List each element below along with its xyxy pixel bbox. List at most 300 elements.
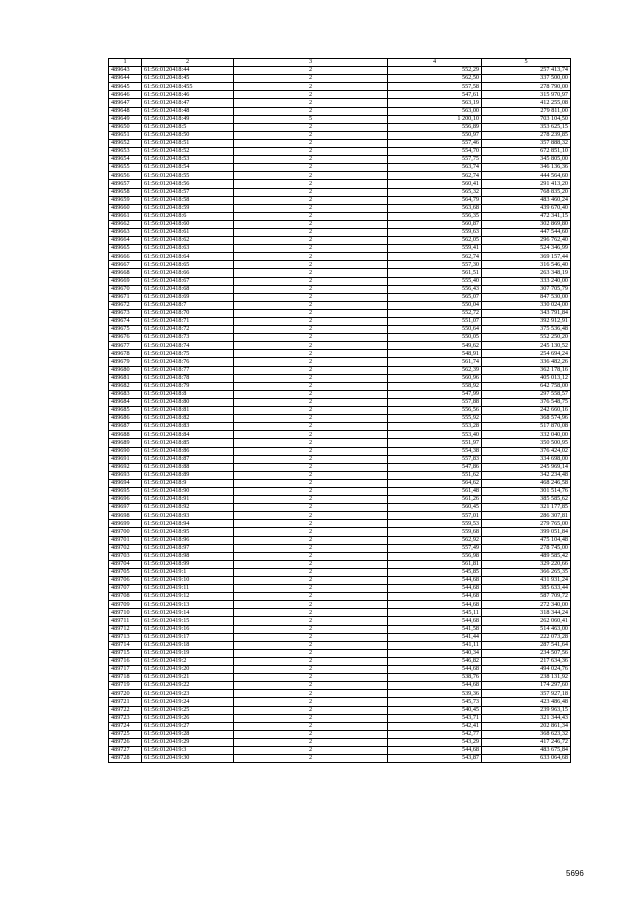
table-row: [109, 415, 571, 423]
value-cell: 489 585,42: [482, 552, 571, 560]
count-cell: 2: [234, 601, 388, 609]
row-id-cell: 489687: [109, 423, 142, 431]
value-cell: 444 564,60: [482, 172, 571, 180]
table-row: [109, 318, 571, 326]
count-cell: 2: [234, 463, 388, 471]
cadastral-number-cell: 61:56:0120419:27: [142, 722, 234, 730]
count-cell: 2: [234, 398, 388, 406]
row-id-cell: 489702: [109, 544, 142, 552]
area-cell: 562,74: [388, 172, 482, 180]
cadastral-number-cell: 61:56:0120419:3: [142, 746, 234, 754]
row-id-cell: 489721: [109, 698, 142, 706]
value-cell: 291 413,20: [482, 180, 571, 188]
area-cell: 542,41: [388, 722, 482, 730]
count-cell: 2: [234, 253, 388, 261]
table-row: [109, 309, 571, 317]
area-cell: 544,68: [388, 682, 482, 690]
table-row: [109, 722, 571, 730]
cadastral-number-cell: 61:56:0120418:61: [142, 228, 234, 236]
cadastral-number-cell: 61:56:0120418:93: [142, 512, 234, 520]
row-id-cell: 489701: [109, 536, 142, 544]
value-cell: 297 558,57: [482, 390, 571, 398]
area-cell: 560,87: [388, 220, 482, 228]
cadastral-number-cell: 61:56:0120418:82: [142, 415, 234, 423]
row-id-cell: 489720: [109, 690, 142, 698]
cadastral-number-cell: 61:56:0120418:68: [142, 285, 234, 293]
area-cell: 557,88: [388, 398, 482, 406]
cadastral-number-cell: 61:56:0120419:24: [142, 698, 234, 706]
row-id-cell: 489715: [109, 649, 142, 657]
table-row: [109, 431, 571, 439]
cadastral-number-cell: 61:56:0120419:17: [142, 633, 234, 641]
area-cell: 544,68: [388, 585, 482, 593]
value-cell: 278 239,85: [482, 131, 571, 139]
area-cell: 550,05: [388, 334, 482, 342]
table-row: [109, 423, 571, 431]
area-cell: 559,53: [388, 520, 482, 528]
cadastral-number-cell: 61:56:0120418:5: [142, 123, 234, 131]
table-row: [109, 301, 571, 309]
table-row: [109, 714, 571, 722]
table-row: [109, 512, 571, 520]
count-cell: 2: [234, 552, 388, 560]
value-cell: 257 413,74: [482, 67, 571, 75]
value-cell: 242 660,16: [482, 407, 571, 415]
table-row: [109, 253, 571, 261]
area-cell: 557,01: [388, 512, 482, 520]
table-row: [109, 593, 571, 601]
table-row: [109, 479, 571, 487]
table-row: [109, 156, 571, 164]
row-id-cell: 489728: [109, 755, 142, 763]
table-row: [109, 463, 571, 471]
cadastral-number-cell: 61:56:0120419:25: [142, 706, 234, 714]
area-cell: 540,34: [388, 649, 482, 657]
cadastral-number-cell: 61:56:0120418:88: [142, 463, 234, 471]
table-row: [109, 390, 571, 398]
row-id-cell: 489700: [109, 528, 142, 536]
row-id-cell: 489716: [109, 657, 142, 665]
value-cell: 472 341,15: [482, 212, 571, 220]
cadastral-number-cell: 61:56:0120418:70: [142, 309, 234, 317]
row-id-cell: 489685: [109, 407, 142, 415]
value-cell: 238 131,92: [482, 674, 571, 682]
table-row: [109, 115, 571, 123]
area-cell: 561,74: [388, 358, 482, 366]
cadastral-number-cell: 61:56:0120418:48: [142, 107, 234, 115]
count-cell: 2: [234, 334, 388, 342]
count-cell: 2: [234, 625, 388, 633]
value-cell: 245 130,52: [482, 342, 571, 350]
column-header-3: 3: [234, 59, 388, 67]
count-cell: 2: [234, 285, 388, 293]
value-cell: 385 633,44: [482, 585, 571, 593]
area-cell: 542,77: [388, 730, 482, 738]
row-id-cell: 489656: [109, 172, 142, 180]
row-id-cell: 489652: [109, 139, 142, 147]
cadastral-number-cell: 61:56:0120419:14: [142, 609, 234, 617]
area-cell: 551,07: [388, 318, 482, 326]
count-cell: 2: [234, 172, 388, 180]
table-row: [109, 83, 571, 91]
value-cell: 334 698,00: [482, 455, 571, 463]
count-cell: 2: [234, 164, 388, 172]
area-cell: 1 200,10: [388, 115, 482, 123]
cadastral-number-cell: 61:56:0120418:90: [142, 487, 234, 495]
value-cell: 278 745,00: [482, 544, 571, 552]
table-row: [109, 180, 571, 188]
value-cell: 672 851,10: [482, 148, 571, 156]
count-cell: 2: [234, 496, 388, 504]
area-cell: 563,00: [388, 107, 482, 115]
table-row: [109, 568, 571, 576]
area-cell: 559,68: [388, 528, 482, 536]
cadastral-number-cell: 61:56:0120418:98: [142, 552, 234, 560]
count-cell: 2: [234, 99, 388, 107]
row-id-cell: 489707: [109, 585, 142, 593]
count-cell: 2: [234, 755, 388, 763]
count-cell: 2: [234, 714, 388, 722]
area-cell: 545,11: [388, 609, 482, 617]
area-cell: 564,62: [388, 479, 482, 487]
cadastral-number-cell: 61:56:0120418:55: [142, 172, 234, 180]
area-cell: 555,92: [388, 415, 482, 423]
count-cell: 2: [234, 641, 388, 649]
value-cell: 345 805,00: [482, 156, 571, 164]
count-cell: 2: [234, 301, 388, 309]
row-id-cell: 489710: [109, 609, 142, 617]
count-cell: 2: [234, 423, 388, 431]
count-cell: 2: [234, 690, 388, 698]
value-cell: 376 548,75: [482, 398, 571, 406]
count-cell: 2: [234, 560, 388, 568]
area-cell: 557,30: [388, 261, 482, 269]
cadastral-number-cell: 61:56:0120418:52: [142, 148, 234, 156]
cadastral-number-cell: 61:56:0120418:51: [142, 139, 234, 147]
row-id-cell: 489650: [109, 123, 142, 131]
count-cell: 2: [234, 123, 388, 131]
value-cell: 633 064,68: [482, 755, 571, 763]
table-row: [109, 560, 571, 568]
area-cell: 557,49: [388, 544, 482, 552]
area-cell: 565,07: [388, 293, 482, 301]
row-id-cell: 489714: [109, 641, 142, 649]
value-cell: 287 541,64: [482, 641, 571, 649]
value-cell: 369 157,44: [482, 253, 571, 261]
table-row: [109, 334, 571, 342]
value-cell: 174 297,60: [482, 682, 571, 690]
count-cell: 2: [234, 617, 388, 625]
row-id-cell: 489649: [109, 115, 142, 123]
cadastral-number-cell: 61:56:0120418:54: [142, 164, 234, 172]
cadastral-number-cell: 61:56:0120418:9: [142, 479, 234, 487]
row-id-cell: 489699: [109, 520, 142, 528]
value-cell: 222 073,28: [482, 633, 571, 641]
row-id-cell: 489691: [109, 455, 142, 463]
row-id-cell: 489697: [109, 504, 142, 512]
area-cell: 543,29: [388, 738, 482, 746]
area-cell: 544,68: [388, 601, 482, 609]
value-cell: 332 040,00: [482, 431, 571, 439]
table-row: [109, 172, 571, 180]
row-id-cell: 489654: [109, 156, 142, 164]
cadastral-number-cell: 61:56:0120418:64: [142, 253, 234, 261]
table-row: [109, 649, 571, 657]
count-cell: 2: [234, 447, 388, 455]
table-row: [109, 504, 571, 512]
count-cell: 2: [234, 698, 388, 706]
row-id-cell: 489660: [109, 204, 142, 212]
value-cell: 417 246,72: [482, 738, 571, 746]
table-row: [109, 245, 571, 253]
area-cell: 545,73: [388, 698, 482, 706]
table-row: [109, 269, 571, 277]
area-cell: 561,48: [388, 487, 482, 495]
area-cell: 565,32: [388, 188, 482, 196]
value-cell: 337 500,00: [482, 75, 571, 83]
table-row: [109, 293, 571, 301]
table-row: [109, 75, 571, 83]
table-row: [109, 633, 571, 641]
table-row: [109, 237, 571, 245]
table-row: [109, 730, 571, 738]
value-cell: 439 670,40: [482, 204, 571, 212]
row-id-cell: 489671: [109, 293, 142, 301]
count-cell: 2: [234, 245, 388, 253]
row-id-cell: 489647: [109, 99, 142, 107]
row-id-cell: 489712: [109, 625, 142, 633]
row-id-cell: 489713: [109, 633, 142, 641]
area-cell: 553,28: [388, 423, 482, 431]
count-cell: 2: [234, 107, 388, 115]
cadastral-number-cell: 61:56:0120418:49: [142, 115, 234, 123]
area-cell: 545,85: [388, 568, 482, 576]
count-cell: 2: [234, 366, 388, 374]
count-cell: 2: [234, 657, 388, 665]
row-id-cell: 489689: [109, 439, 142, 447]
row-id-cell: 489705: [109, 568, 142, 576]
row-id-cell: 489672: [109, 301, 142, 309]
row-id-cell: 489695: [109, 487, 142, 495]
count-cell: 2: [234, 390, 388, 398]
area-cell: 546,82: [388, 657, 482, 665]
row-id-cell: 489709: [109, 601, 142, 609]
table-row: [109, 67, 571, 75]
area-cell: 544,68: [388, 593, 482, 601]
row-id-cell: 489673: [109, 309, 142, 317]
table-row: [109, 220, 571, 228]
value-cell: 330 024,00: [482, 301, 571, 309]
row-id-cell: 489644: [109, 75, 142, 83]
table-row: [109, 366, 571, 374]
count-cell: 2: [234, 528, 388, 536]
count-cell: 2: [234, 374, 388, 382]
table-row: [109, 755, 571, 763]
cadastral-number-cell: 61:56:0120418:77: [142, 366, 234, 374]
area-cell: 547,86: [388, 463, 482, 471]
row-id-cell: 489694: [109, 479, 142, 487]
cadastral-number-cell: 61:56:0120418:8: [142, 390, 234, 398]
count-cell: 2: [234, 326, 388, 334]
count-cell: 2: [234, 293, 388, 301]
table-row: [109, 682, 571, 690]
cadastral-number-cell: 61:56:0120418:79: [142, 382, 234, 390]
value-cell: 321 344,43: [482, 714, 571, 722]
row-id-cell: 489675: [109, 326, 142, 334]
area-cell: 544,68: [388, 577, 482, 585]
cadastral-number-cell: 61:56:0120418:92: [142, 504, 234, 512]
area-cell: 560,41: [388, 180, 482, 188]
area-cell: 562,50: [388, 75, 482, 83]
value-cell: 447 544,60: [482, 228, 571, 236]
cadastral-number-cell: 61:56:0120418:60: [142, 220, 234, 228]
value-cell: 385 585,62: [482, 496, 571, 504]
count-cell: 2: [234, 746, 388, 754]
row-id-cell: 489663: [109, 228, 142, 236]
count-cell: 2: [234, 261, 388, 269]
row-id-cell: 489655: [109, 164, 142, 172]
row-id-cell: 489646: [109, 91, 142, 99]
cadastral-number-cell: 61:56:0120418:84: [142, 431, 234, 439]
cadastral-number-cell: 61:56:0120418:7: [142, 301, 234, 309]
cadastral-number-cell: 61:56:0120418:96: [142, 536, 234, 544]
value-cell: 552 250,20: [482, 334, 571, 342]
row-id-cell: 489718: [109, 674, 142, 682]
count-cell: 2: [234, 512, 388, 520]
value-cell: 279 811,00: [482, 107, 571, 115]
table-row: [109, 666, 571, 674]
table-row: [109, 342, 571, 350]
table-row: [109, 188, 571, 196]
area-cell: 560,96: [388, 374, 482, 382]
row-id-cell: 489668: [109, 269, 142, 277]
count-cell: 2: [234, 568, 388, 576]
count-cell: 2: [234, 504, 388, 512]
value-cell: 333 240,00: [482, 277, 571, 285]
table-row: [109, 447, 571, 455]
table-row: [109, 196, 571, 204]
cadastral-number-cell: 61:56:0120418:56: [142, 180, 234, 188]
table-row: [109, 285, 571, 293]
value-cell: 399 051,84: [482, 528, 571, 536]
row-id-cell: 489648: [109, 107, 142, 115]
value-cell: 366 265,35: [482, 568, 571, 576]
table-row: [109, 536, 571, 544]
area-cell: 547,61: [388, 91, 482, 99]
row-id-cell: 489727: [109, 746, 142, 754]
table-row: [109, 204, 571, 212]
table-row: [109, 585, 571, 593]
cadastral-number-cell: 61:56:0120418:81: [142, 407, 234, 415]
value-cell: 321 177,85: [482, 504, 571, 512]
cadastral-number-cell: 61:56:0120419:29: [142, 738, 234, 746]
table-row: [109, 277, 571, 285]
count-cell: 2: [234, 358, 388, 366]
value-cell: 431 931,24: [482, 577, 571, 585]
area-cell: 560,45: [388, 504, 482, 512]
table-row: [109, 382, 571, 390]
area-cell: 559,63: [388, 228, 482, 236]
count-cell: 2: [234, 148, 388, 156]
area-cell: 551,97: [388, 439, 482, 447]
row-id-cell: 489674: [109, 318, 142, 326]
area-cell: 559,41: [388, 245, 482, 253]
row-id-cell: 489657: [109, 180, 142, 188]
value-cell: 405 013,12: [482, 374, 571, 382]
row-id-cell: 489679: [109, 358, 142, 366]
table-row: [109, 544, 571, 552]
area-cell: 552,29: [388, 67, 482, 75]
cadastral-number-cell: 61:56:0120418:72: [142, 326, 234, 334]
row-id-cell: 489645: [109, 83, 142, 91]
column-header-5: 5: [482, 59, 571, 67]
area-cell: 556,35: [388, 212, 482, 220]
value-cell: 239 963,15: [482, 706, 571, 714]
row-id-cell: 489676: [109, 334, 142, 342]
area-cell: 563,19: [388, 99, 482, 107]
cadastral-number-cell: 61:56:0120418:66: [142, 269, 234, 277]
value-cell: 346 136,36: [482, 164, 571, 172]
value-cell: 392 912,91: [482, 318, 571, 326]
row-id-cell: 489719: [109, 682, 142, 690]
row-id-cell: 489711: [109, 617, 142, 625]
area-cell: 550,64: [388, 326, 482, 334]
table-row: [109, 439, 571, 447]
count-cell: 2: [234, 536, 388, 544]
table-row: [109, 552, 571, 560]
count-cell: 2: [234, 544, 388, 552]
count-cell: 2: [234, 220, 388, 228]
area-cell: 554,38: [388, 447, 482, 455]
count-cell: 2: [234, 609, 388, 617]
cadastral-number-cell: 61:56:0120419:2: [142, 657, 234, 665]
area-cell: 548,91: [388, 350, 482, 358]
count-cell: 2: [234, 431, 388, 439]
count-cell: 2: [234, 487, 388, 495]
row-id-cell: 489667: [109, 261, 142, 269]
area-cell: 561,51: [388, 269, 482, 277]
value-cell: 234 507,56: [482, 649, 571, 657]
table-row: [109, 471, 571, 479]
row-id-cell: 489658: [109, 188, 142, 196]
value-cell: 296 762,40: [482, 237, 571, 245]
row-id-cell: 489662: [109, 220, 142, 228]
cadastral-number-cell: 61:56:0120418:53: [142, 156, 234, 164]
cadastral-number-cell: 61:56:0120419:1: [142, 568, 234, 576]
row-id-cell: 489725: [109, 730, 142, 738]
table-row: [109, 674, 571, 682]
count-cell: 2: [234, 577, 388, 585]
table-row: [109, 698, 571, 706]
cadastral-number-cell: 61:56:0120418:87: [142, 455, 234, 463]
value-cell: 278 790,00: [482, 83, 571, 91]
count-cell: 2: [234, 204, 388, 212]
row-id-cell: 489665: [109, 245, 142, 253]
table-row: [109, 139, 571, 147]
table-row: [109, 609, 571, 617]
area-cell: 544,68: [388, 666, 482, 674]
area-cell: 564,79: [388, 196, 482, 204]
table-row: [109, 131, 571, 139]
value-cell: 703 104,50: [482, 115, 571, 123]
count-cell: 2: [234, 415, 388, 423]
table-row: [109, 528, 571, 536]
count-cell: 2: [234, 471, 388, 479]
row-id-cell: 489643: [109, 67, 142, 75]
table-row: [109, 350, 571, 358]
count-cell: 2: [234, 674, 388, 682]
count-cell: 2: [234, 730, 388, 738]
